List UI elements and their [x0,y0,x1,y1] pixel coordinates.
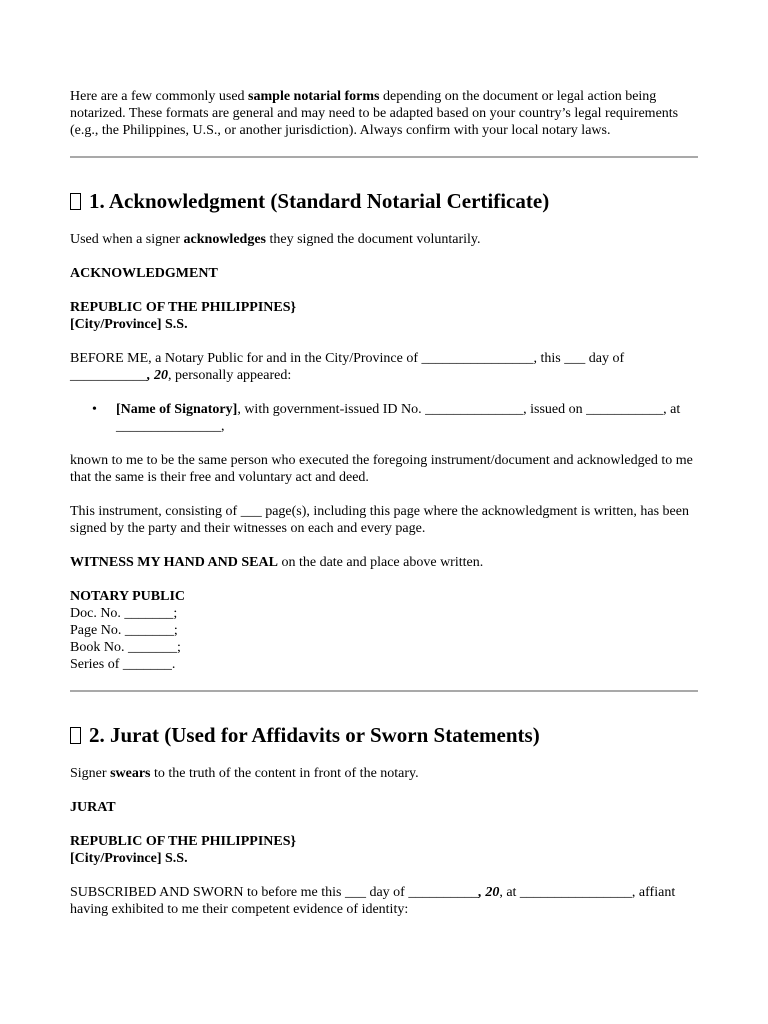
city-line: [City/Province] S.S. [70,317,188,332]
sworn-text: SUBSCRIBED AND SWORN to before me this ___ day of __________ [70,885,479,900]
book-no-line: Book No. _______; [70,640,181,655]
doc-no-line: Doc. No. _______; [70,606,178,621]
republic-line: REPUBLIC OF THE PHILIPPINES} [70,834,297,849]
sworn-text-end: , at ________________, affiant having exhibited to me their competent evidence of identity: [70,885,676,917]
before-me-paragraph [70,350,698,384]
series-line: Series of _______. [70,657,176,672]
intro-text-end: depending on the document or legal action being notarized. These formats are general and may need to be adapted based on your country’s legal requirements (e.g., the Philippines, U.S., or another jurisdiction). Always confirm with your local notary laws. [70,89,679,138]
usage-bold-word: swears [110,766,151,781]
section-divider [70,156,698,158]
usage-text-end: to the truth of the content in front of the notary. [150,766,419,781]
jurat-title-text: JURAT [70,800,116,815]
usage-bold-word: acknowledges [183,232,266,247]
notary-block [70,588,698,673]
republic-line: REPUBLIC OF THE PHILIPPINES} [70,300,297,315]
signatory-name: [Name of Signatory] [116,402,238,417]
year-placeholder: , 20 [147,368,168,383]
witness-paragraph [70,554,698,571]
usage-text-start: Signer [70,766,111,781]
notary-public-title: NOTARY PUBLIC [70,589,186,604]
witness-text: on the date and place above written. [277,555,484,570]
document-page [70,88,698,918]
before-me-text: BEFORE ME, a Notary Public for and in the City/Province of ________________, this ___ day of ___________ [70,351,625,383]
before-me-end: , personally appeared: [168,368,292,383]
missing-glyph-icon [70,727,81,744]
section-1-heading [70,188,698,214]
usage-text-start: Used when a signer [70,232,184,247]
section-1-heading-text: 1. Acknowledgment (Standard Notarial Certificate) [89,189,550,213]
jurat-title [70,799,698,816]
witness-bold: WITNESS MY HAND AND SEAL [70,555,278,570]
acknowledgment-title [70,265,698,282]
acknowledgment-title-text: ACKNOWLEDGMENT [70,266,218,281]
city-line: [City/Province] S.S. [70,851,188,866]
usage-text-end: they signed the document voluntarily. [265,232,481,247]
list-item [70,401,698,435]
intro-text-start: Here are a few commonly used [70,89,249,104]
sworn-paragraph [70,884,698,918]
section-2-heading-text: 2. Jurat (Used for Affidavits or Sworn Statements) [89,723,540,747]
bullet-icon: • [92,402,97,417]
instrument-paragraph: This instrument, consisting of ___ page(s), including this page where the acknowledgment is written, has been signed by the party and their witnesses on each and every page. [70,504,689,536]
signatory-details: , with government-issued ID No. ______________, issued on ___________, at _______________, [116,402,681,434]
section-divider [70,690,698,692]
missing-glyph-icon [70,193,81,210]
signatory-list [70,401,698,435]
year-placeholder: , 20 [478,885,500,900]
intro-bold-phrase: sample notarial forms [248,89,380,104]
known-paragraph: known to me to be the same person who executed the foregoing instrument/document and acknowledged to me that the same is their free and voluntary act and deed. [70,453,693,485]
page-no-line: Page No. _______; [70,623,178,638]
section-2-usage [70,765,698,782]
intro-paragraph [70,88,698,139]
section-1-usage [70,231,698,248]
section-2-heading [70,722,698,748]
venue-block [70,833,698,867]
venue-block [70,299,698,333]
